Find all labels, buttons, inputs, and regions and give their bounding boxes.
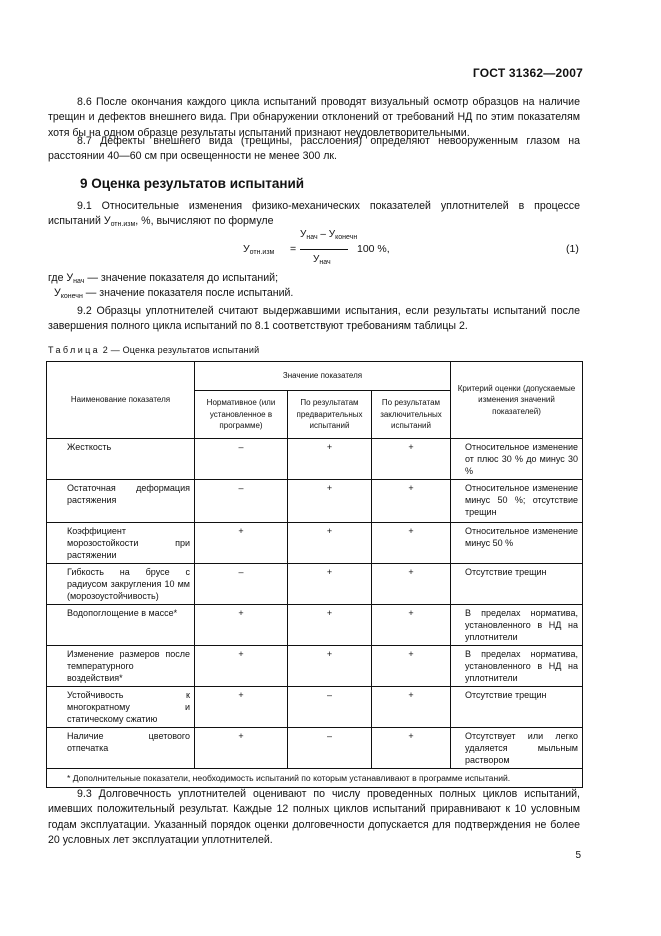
row-final: + — [372, 523, 451, 564]
row-name: Остаточная деформация растяжения — [47, 480, 195, 523]
row-normative: – — [195, 439, 288, 480]
row-final: + — [372, 687, 451, 728]
table-row — [47, 439, 583, 480]
formula-equals: = — [290, 243, 297, 255]
row-normative: + — [195, 687, 288, 728]
paragraph-9-1: 9.1 Относительные изменения физико-механических показателей уплотнителей в процессе испытаний $У_{отн.изм}$, %, вычисляют по формуле — [48, 200, 580, 229]
row-final: + — [372, 646, 451, 687]
row-prelim: + — [288, 523, 372, 564]
header-prelim: По результатам предварительных испытаний — [288, 391, 372, 439]
row-name: Жесткость — [47, 439, 195, 480]
where-line-2: $У_{конечн}$ — значение показателя после испытаний. — [54, 287, 294, 300]
table-row — [47, 605, 583, 646]
row-criterion: Относительное изменение минус 50 %; отсутствие трещин — [451, 480, 583, 523]
paragraph-9-2: 9.2 Образцы уплотнителей считают выдержавшими испытания, если результаты испытаний после завершения полного цикла испытаний по 8.1 соответствуют требованиям таблицы 2. — [48, 305, 580, 333]
table-row — [47, 480, 583, 523]
row-normative: + — [195, 646, 288, 687]
row-name: Водопоглощение в массе* — [47, 605, 195, 646]
row-final: + — [372, 480, 451, 523]
row-prelim: – — [288, 728, 372, 769]
header-normative: Нормативное (или установленное в программе) — [195, 391, 288, 439]
row-normative: + — [195, 523, 288, 564]
row-name: Изменение размеров после температурного воздействия* — [47, 646, 195, 687]
row-final: + — [372, 728, 451, 769]
row-name: Коэффициент морозостойкости при растяжении — [47, 523, 195, 564]
table-note: * Дополнительные показатели, необходимость испытаний по которым устанавливают в программе испытаний. — [47, 769, 583, 788]
row-normative: – — [195, 480, 288, 523]
row-criterion: Отсутствие трещин — [451, 687, 583, 728]
row-name: Гибкость на брусе с радиусом закругления 10 мм (морозоустойчивость) — [47, 564, 195, 605]
row-criterion: Отсутствует или легко удаляется мыльным раствором — [451, 728, 583, 769]
row-name: Устойчивость к многократному и статическому сжатию — [47, 687, 195, 728]
row-prelim: – — [288, 687, 372, 728]
row-prelim: + — [288, 646, 372, 687]
table-row — [47, 687, 583, 728]
section-title: 9 Оценка результатов испытаний — [80, 176, 305, 191]
paragraph-8-6: 8.6 После окончания каждого цикла испытаний проводят визуальный осмотр образцов на наличие трещин и дефектов внешнего вида. При обнаружении отклонений от требований НД по этим показателям хотя бы на одном образце результаты испытаний признают неудовлетворительными. — [48, 96, 580, 139]
formula-fraction-line — [300, 249, 348, 250]
table-row — [47, 646, 583, 687]
row-criterion: Относительное изменение минус 50 % — [451, 523, 583, 564]
table-note-row — [47, 769, 583, 788]
formula-lhs: $У_{отн.изм}$ — [243, 243, 275, 256]
header-name: Наименование показателя — [47, 362, 195, 439]
row-criterion: В пределах норматива, установленного в НД на уплотнители — [451, 646, 583, 687]
where-line-1: где $У_{нач}$ — значение показателя до испытаний; — [48, 272, 279, 285]
row-normative: + — [195, 728, 288, 769]
document-code: ГОСТ 31362—2007 — [472, 66, 583, 80]
page-number: 5 — [575, 850, 581, 861]
row-criterion: В пределах норматива, установленного в НД на уплотнители — [451, 605, 583, 646]
row-name: Наличие цветового отпечатка — [47, 728, 195, 769]
formula-factor: 100 %, — [357, 243, 390, 255]
table-header-row — [47, 362, 583, 391]
row-criterion: Относительное изменение от плюс 30 % до минус 30 % — [451, 439, 583, 480]
row-criterion: Отсутствие трещин — [451, 564, 583, 605]
header-group: Значение показателя — [195, 362, 451, 391]
header-criterion: Критерий оценки (допускаемые изменения значений показателей) — [451, 362, 583, 439]
table-row — [47, 728, 583, 769]
formula-number: (1) — [566, 243, 579, 255]
paragraph-9-3: 9.3 Долговечность уплотнителей оценивают по числу проведенных полных циклов испытаний, имевших положительный результат. Каждые 12 полных циклов испытаний приравнивают к 10 условным годам эксплуатации. Указанный порядок оценки долговечности допускается для подтверждения не более 20 условных лет эксплуатации уплотнителей. — [48, 788, 580, 846]
row-normative: – — [195, 564, 288, 605]
row-prelim: + — [288, 605, 372, 646]
paragraph-8-7: 8.7 Дефекты внешнего вида (трещины, расслоения) определяют невооруженным глазом на расстоянии 40—60 см при освещенности не менее 300 лк. — [48, 135, 580, 163]
row-prelim: + — [288, 480, 372, 523]
row-prelim: + — [288, 439, 372, 480]
row-final: + — [372, 564, 451, 605]
row-normative: + — [195, 605, 288, 646]
row-final: + — [372, 439, 451, 480]
row-prelim: + — [288, 564, 372, 605]
results-table — [46, 361, 583, 788]
table-row — [47, 523, 583, 564]
formula-denominator: $У_{нач}$ — [313, 254, 331, 266]
header-final: По результатам заключительных испытаний — [372, 391, 451, 439]
formula-numerator: $У_{нач} - У_{конечн}$ — [300, 229, 358, 241]
row-final: + — [372, 605, 451, 646]
table-row — [47, 564, 583, 605]
table-caption: Таблица 2 — Оценка результатов испытаний — [48, 345, 260, 355]
